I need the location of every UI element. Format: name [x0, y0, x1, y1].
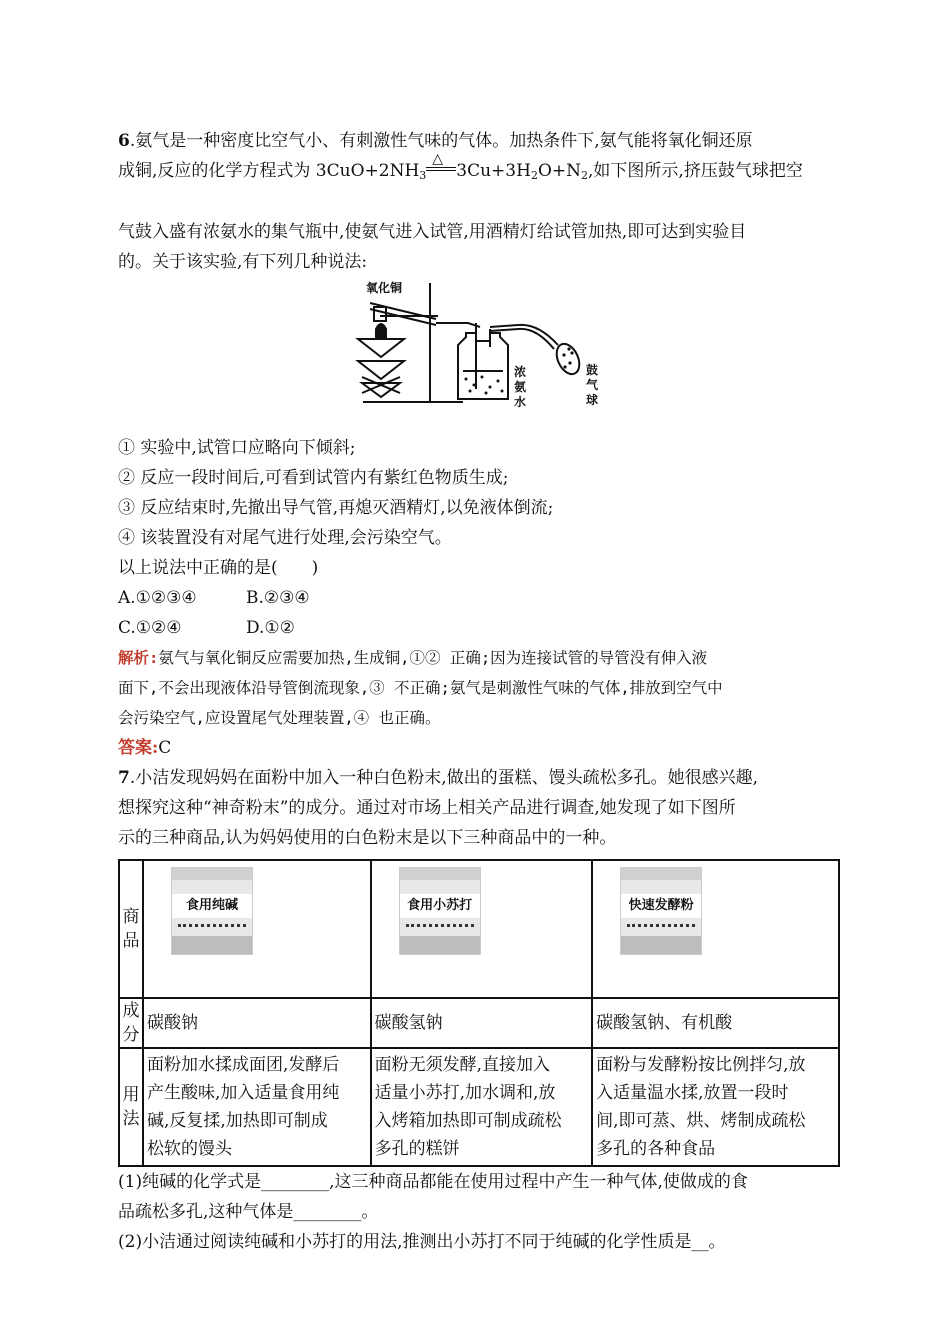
- statement-4: ④ 该装置没有对尾气进行处理,会污染空气。: [118, 528, 452, 548]
- ingredient-cell: 碳酸氢钠、有机酸: [592, 998, 839, 1048]
- q6-question: 以上说法中正确的是( ): [118, 558, 319, 578]
- cuo-label: 氧化铜: [366, 281, 403, 295]
- q7-line-1: 7.小洁发现妈妈在面粉中加入一种白色粉末,做出的蛋糕、馒头疏松多孔。她很感兴趣,: [118, 768, 759, 788]
- analysis-line-2: 面下,不会出现液体沿导管倒流现象,③ 不正确;氨气是刺激性气味的气体,排放到空气中: [118, 679, 723, 697]
- option-a: A.①②③④: [118, 588, 197, 608]
- analysis-line-3: 会污染空气,应设置尾气处理装置,④ 也正确。: [118, 709, 441, 727]
- q7-line-2: 想探究这种“神奇粉末”的成分。通过对市场上相关产品进行调查,她发现了如下图所: [118, 798, 736, 818]
- product-cell: [143, 860, 371, 998]
- product-table: [118, 859, 840, 1167]
- analysis-label: 解析:: [118, 649, 159, 667]
- usage-cell: 面粉与发酵粉按比例拌匀,放 入适量温水揉,放置一段时 间,即可蒸、烘、烤制成疏松 多孔的各种食品: [592, 1048, 839, 1166]
- heat-condition-sign: △: [426, 160, 456, 174]
- product-cell: [371, 860, 592, 998]
- option-c: C.①②④: [118, 618, 182, 638]
- ammonia-label: 浓氨水: [514, 365, 527, 409]
- ingredient-cell: 碳酸钠: [143, 998, 371, 1048]
- q7-sub2: (2)小洁通过阅读纯碱和小苏打的用法,推测出小苏打不同于纯碱的化学性质是__。: [118, 1232, 726, 1252]
- answer-label: 答案:: [118, 738, 159, 758]
- row-head-ingredient: 成分: [119, 998, 143, 1048]
- apparatus-diagram: [118, 279, 838, 429]
- product-cell: [592, 860, 839, 998]
- q6-line-1: 6.氨气是一种密度比空气小、有刺激性气味的气体。加热条件下,氨气能将氧化铜还原: [118, 131, 753, 151]
- document-page: [118, 126, 838, 1257]
- q7-number: 7: [118, 768, 130, 788]
- q6-line-3: 气鼓入盛有浓氨水的集气瓶中,使氨气进入试管,用酒精灯给试管加热,即可达到实验目: [118, 222, 747, 242]
- product-package-image: 快速发酵粉: [620, 867, 702, 955]
- row-head-usage: 用法: [119, 1048, 143, 1166]
- statement-2: ② 反应一段时间后,可看到试管内有紫红色物质生成;: [118, 468, 509, 488]
- q7-sub1-line-2: 品疏松多孔,这种气体是________。: [118, 1202, 379, 1222]
- q6-line-2: 成铜,反应的化学方程式为 $3CuO+2NH_3$ △ $3Cu+3H_2O+N_2$,如下图所示,挤压鼓气球把空: [118, 151, 803, 182]
- statement-1: ① 实验中,试管口应略向下倾斜;: [118, 438, 356, 458]
- product-package-image: 食用小苏打: [399, 867, 481, 955]
- ingredient-cell: 碳酸氢钠: [371, 998, 592, 1048]
- table-row: [119, 1048, 839, 1166]
- bulb-label: 鼓气球: [586, 363, 599, 407]
- q6-number: 6: [118, 131, 130, 151]
- option-b: B.②③④: [246, 588, 310, 608]
- analysis-line-1: 解析:氨气与氧化铜反应需要加热,生成铜,①② 正确;因为连接试管的导管没有伸入液: [118, 649, 708, 667]
- product-package-image: 食用纯碱: [171, 867, 253, 955]
- q6-line-4: 的。关于该实验,有下列几种说法:: [118, 252, 368, 272]
- usage-cell: 面粉加水揉成面团,发酵后 产生酸味,加入适量食用纯 碱,反复揉,加热即可制成 松软的馒头: [143, 1048, 371, 1166]
- row-head-product: 商品: [119, 860, 143, 998]
- usage-cell: 面粉无须发酵,直接加入 适量小苏打,加水调和,放 入烤箱加热即可制成疏松 多孔的糕饼: [371, 1048, 592, 1166]
- options-row-2: [118, 613, 838, 643]
- option-d: D.①②: [246, 618, 295, 638]
- statement-3: ③ 反应结束时,先撤出导气管,再熄灭酒精灯,以免液体倒流;: [118, 498, 554, 518]
- apparatus-figure: [118, 279, 838, 429]
- table-row: [119, 998, 839, 1048]
- table-row: [119, 860, 839, 998]
- q7-sub1-line-1: (1)纯碱的化学式是________,这三种商品都能在使用过程中产生一种气体,使做成的食: [118, 1172, 748, 1192]
- options-row-1: [118, 583, 838, 613]
- answer-value: C: [158, 738, 172, 758]
- q7-line-3: 示的三种商品,认为妈妈使用的白色粉末是以下三种商品中的一种。: [118, 828, 617, 848]
- answer-line: [118, 733, 838, 763]
